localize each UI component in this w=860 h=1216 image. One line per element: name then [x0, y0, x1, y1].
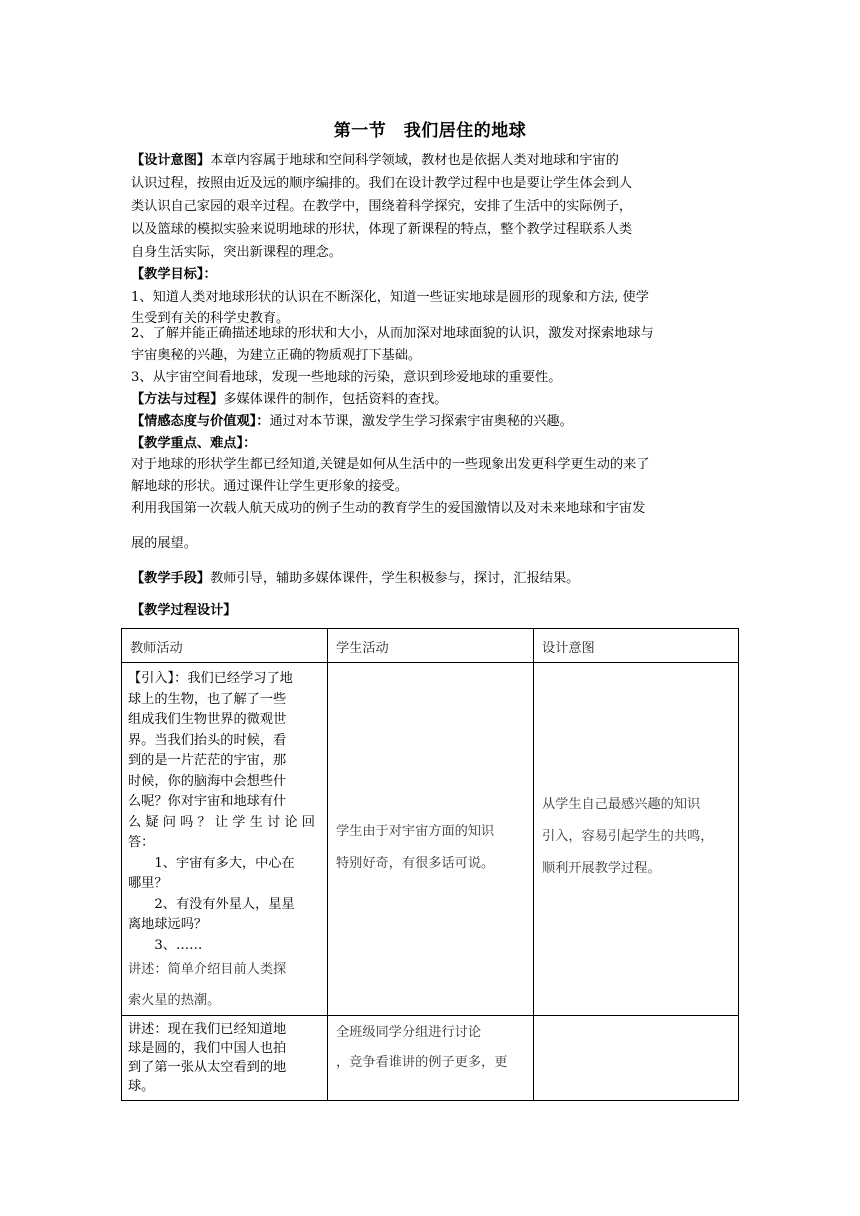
table-row — [122, 663, 739, 1016]
text-line: 答： — [128, 835, 155, 850]
design-intent-line: 类认识自己家园的艰辛过程。在教学中，围绕着科学探究，安排了生活中的实际例子， — [131, 199, 633, 214]
header-cell — [122, 629, 328, 663]
text-line: 么呢？你对宇宙和地球有什 — [128, 794, 287, 809]
text-line: 【引入】：我们已经学习了地 — [128, 671, 293, 686]
text-line: 2、有没有外星人，星星 — [128, 896, 295, 912]
text-line: 学生由于对宇宙方面的知识 — [336, 824, 495, 839]
method-text: 多媒体课件的制作，包括资料的查找。 — [223, 392, 448, 407]
text-line: ，竞争看谁讲的例子更多，更 — [336, 1055, 508, 1070]
text-line: 1、宇宙有多大，中心在 — [128, 855, 295, 871]
header-student: 学生活动 — [336, 641, 389, 656]
text-line: 到的是一片茫茫的宇宙，那 — [128, 753, 287, 768]
design-intent-line — [131, 151, 741, 171]
text-line: 全班级同学分组进行讨论 — [336, 1025, 482, 1040]
emotion-label: 【情感态度与价值观】： — [131, 414, 270, 429]
table-cell-intent — [534, 663, 739, 1016]
text-line: 引入，容易引起学生的共鸣， — [542, 829, 714, 844]
table-header-row — [122, 629, 739, 663]
text-line: 索火星的热潮。 — [128, 992, 221, 1008]
text-line: 哪里？ — [128, 876, 168, 891]
emotion-text: 通过对本节课，激发学生学习探索宇宙奥秘的兴趣。 — [269, 414, 573, 429]
table-row — [122, 1016, 739, 1101]
text-line: 球是圆的，我们中国人也拍 — [128, 1041, 287, 1056]
text-line: 界。当我们抬头的时候，看 — [128, 732, 287, 748]
header-cell — [328, 629, 534, 663]
design-intent-cell-text — [534, 789, 738, 889]
method-label: 【方法与过程】 — [131, 392, 224, 407]
text-line: 组成我们生物世界的微观世 — [128, 712, 287, 727]
table-cell-student — [328, 663, 534, 1016]
teacher-activity-text — [122, 1016, 327, 1100]
student-activity-text — [328, 1016, 533, 1082]
design-intent-text: 本章内容属于地球和空间科学领域，教材也是依据人类对地球和宇宙的 — [210, 153, 619, 168]
text-line: 球上的生物，也了解了一些 — [128, 691, 287, 707]
teacher-activity-text — [122, 663, 327, 1015]
text-line: 从学生自己最感兴趣的知识 — [542, 797, 701, 812]
emotion-line — [131, 412, 741, 432]
text-line: 离地球远吗？ — [128, 917, 208, 932]
goals-line: 生受到有关的科学史教育。 — [131, 311, 290, 326]
design-intent-label: 【设计意图】 — [131, 153, 211, 168]
header-cell — [534, 629, 739, 663]
text-line: 到了第一张从太空看到的地 — [128, 1060, 287, 1075]
design-intent-line: 以及篮球的模拟实验来说明地球的形状，体现了新课程的特点，整个教学过程联系人类 — [131, 222, 633, 237]
text-line: 3、…… — [128, 937, 203, 953]
text-line: 顺利开展教学过程。 — [542, 861, 661, 876]
table-cell-teacher — [122, 663, 328, 1016]
key-points-line: 展的展望。 — [131, 536, 197, 551]
table-cell-student — [328, 1016, 534, 1101]
method-line — [131, 390, 741, 410]
student-activity-text — [328, 794, 533, 884]
key-points-label: 【教学重点、难点】： — [131, 436, 257, 451]
goals-line: 宇宙奥秘的兴趣，为建立正确的物质观打下基础。 — [131, 348, 422, 363]
page-title: 第一节 我们居住的地球 — [333, 121, 527, 141]
text-line: 讲述：简单介绍目前人类探 — [128, 962, 287, 977]
goals-line: 3、从宇宙空间看地球，发现一些地球的污染，意识到珍爱地球的重要性。 — [131, 370, 562, 385]
design-intent-line: 认识过程，按照由近及远的顺序编排的。我们在设计教学过程中也是要让学生体会到人 — [131, 176, 633, 191]
key-points-line: 对于地球的形状学生都已经知道,关键是如何从生活中的一些现象出发更科学更生动的来了 — [131, 457, 650, 472]
header-intent: 设计意图 — [542, 641, 595, 656]
process-heading: 【教学过程设计】 — [131, 603, 237, 618]
goals-line: 2、了解并能正确描述地球的形状和大小，从而加深对地球面貌的认识，激发对探索地球与 — [131, 326, 654, 341]
goals-label: 【教学目标】： — [131, 267, 217, 282]
header-teacher: 教师活动 — [130, 641, 183, 656]
table-cell-intent — [534, 1016, 739, 1101]
text-line: 时候，你的脑海中会想些什 — [128, 773, 287, 789]
goals-line: 1、知道人类对地球形状的认识在不断深化，知道一些证实地球是圆形的现象和方法, 使学 — [131, 290, 649, 305]
text-line: 讲述：现在我们已经知道地 — [128, 1022, 287, 1037]
text-line: 球。 — [128, 1079, 155, 1094]
key-points-line: 解地球的形状。通过课件让学生更形象的接受。 — [131, 479, 408, 494]
text-line: 么 疑 问 吗 ？ 让 学 生 讨 论 回 — [128, 814, 315, 830]
text-line: 特别好奇，有很多话可说。 — [336, 856, 495, 871]
means-line — [131, 569, 741, 589]
teaching-process-table — [121, 628, 739, 1101]
key-points-line: 利用我国第一次载人航天成功的例子生动的教育学生的爱国激情以及对未来地球和宇宙发 — [131, 501, 646, 516]
design-intent-line: 自身生活实际，突出新课程的理念。 — [131, 245, 342, 260]
means-label: 【教学手段】 — [131, 571, 211, 586]
means-text: 教师引导，辅助多媒体课件，学生积极参与，探讨，汇报结果。 — [210, 571, 580, 586]
table-cell-teacher — [122, 1016, 328, 1101]
